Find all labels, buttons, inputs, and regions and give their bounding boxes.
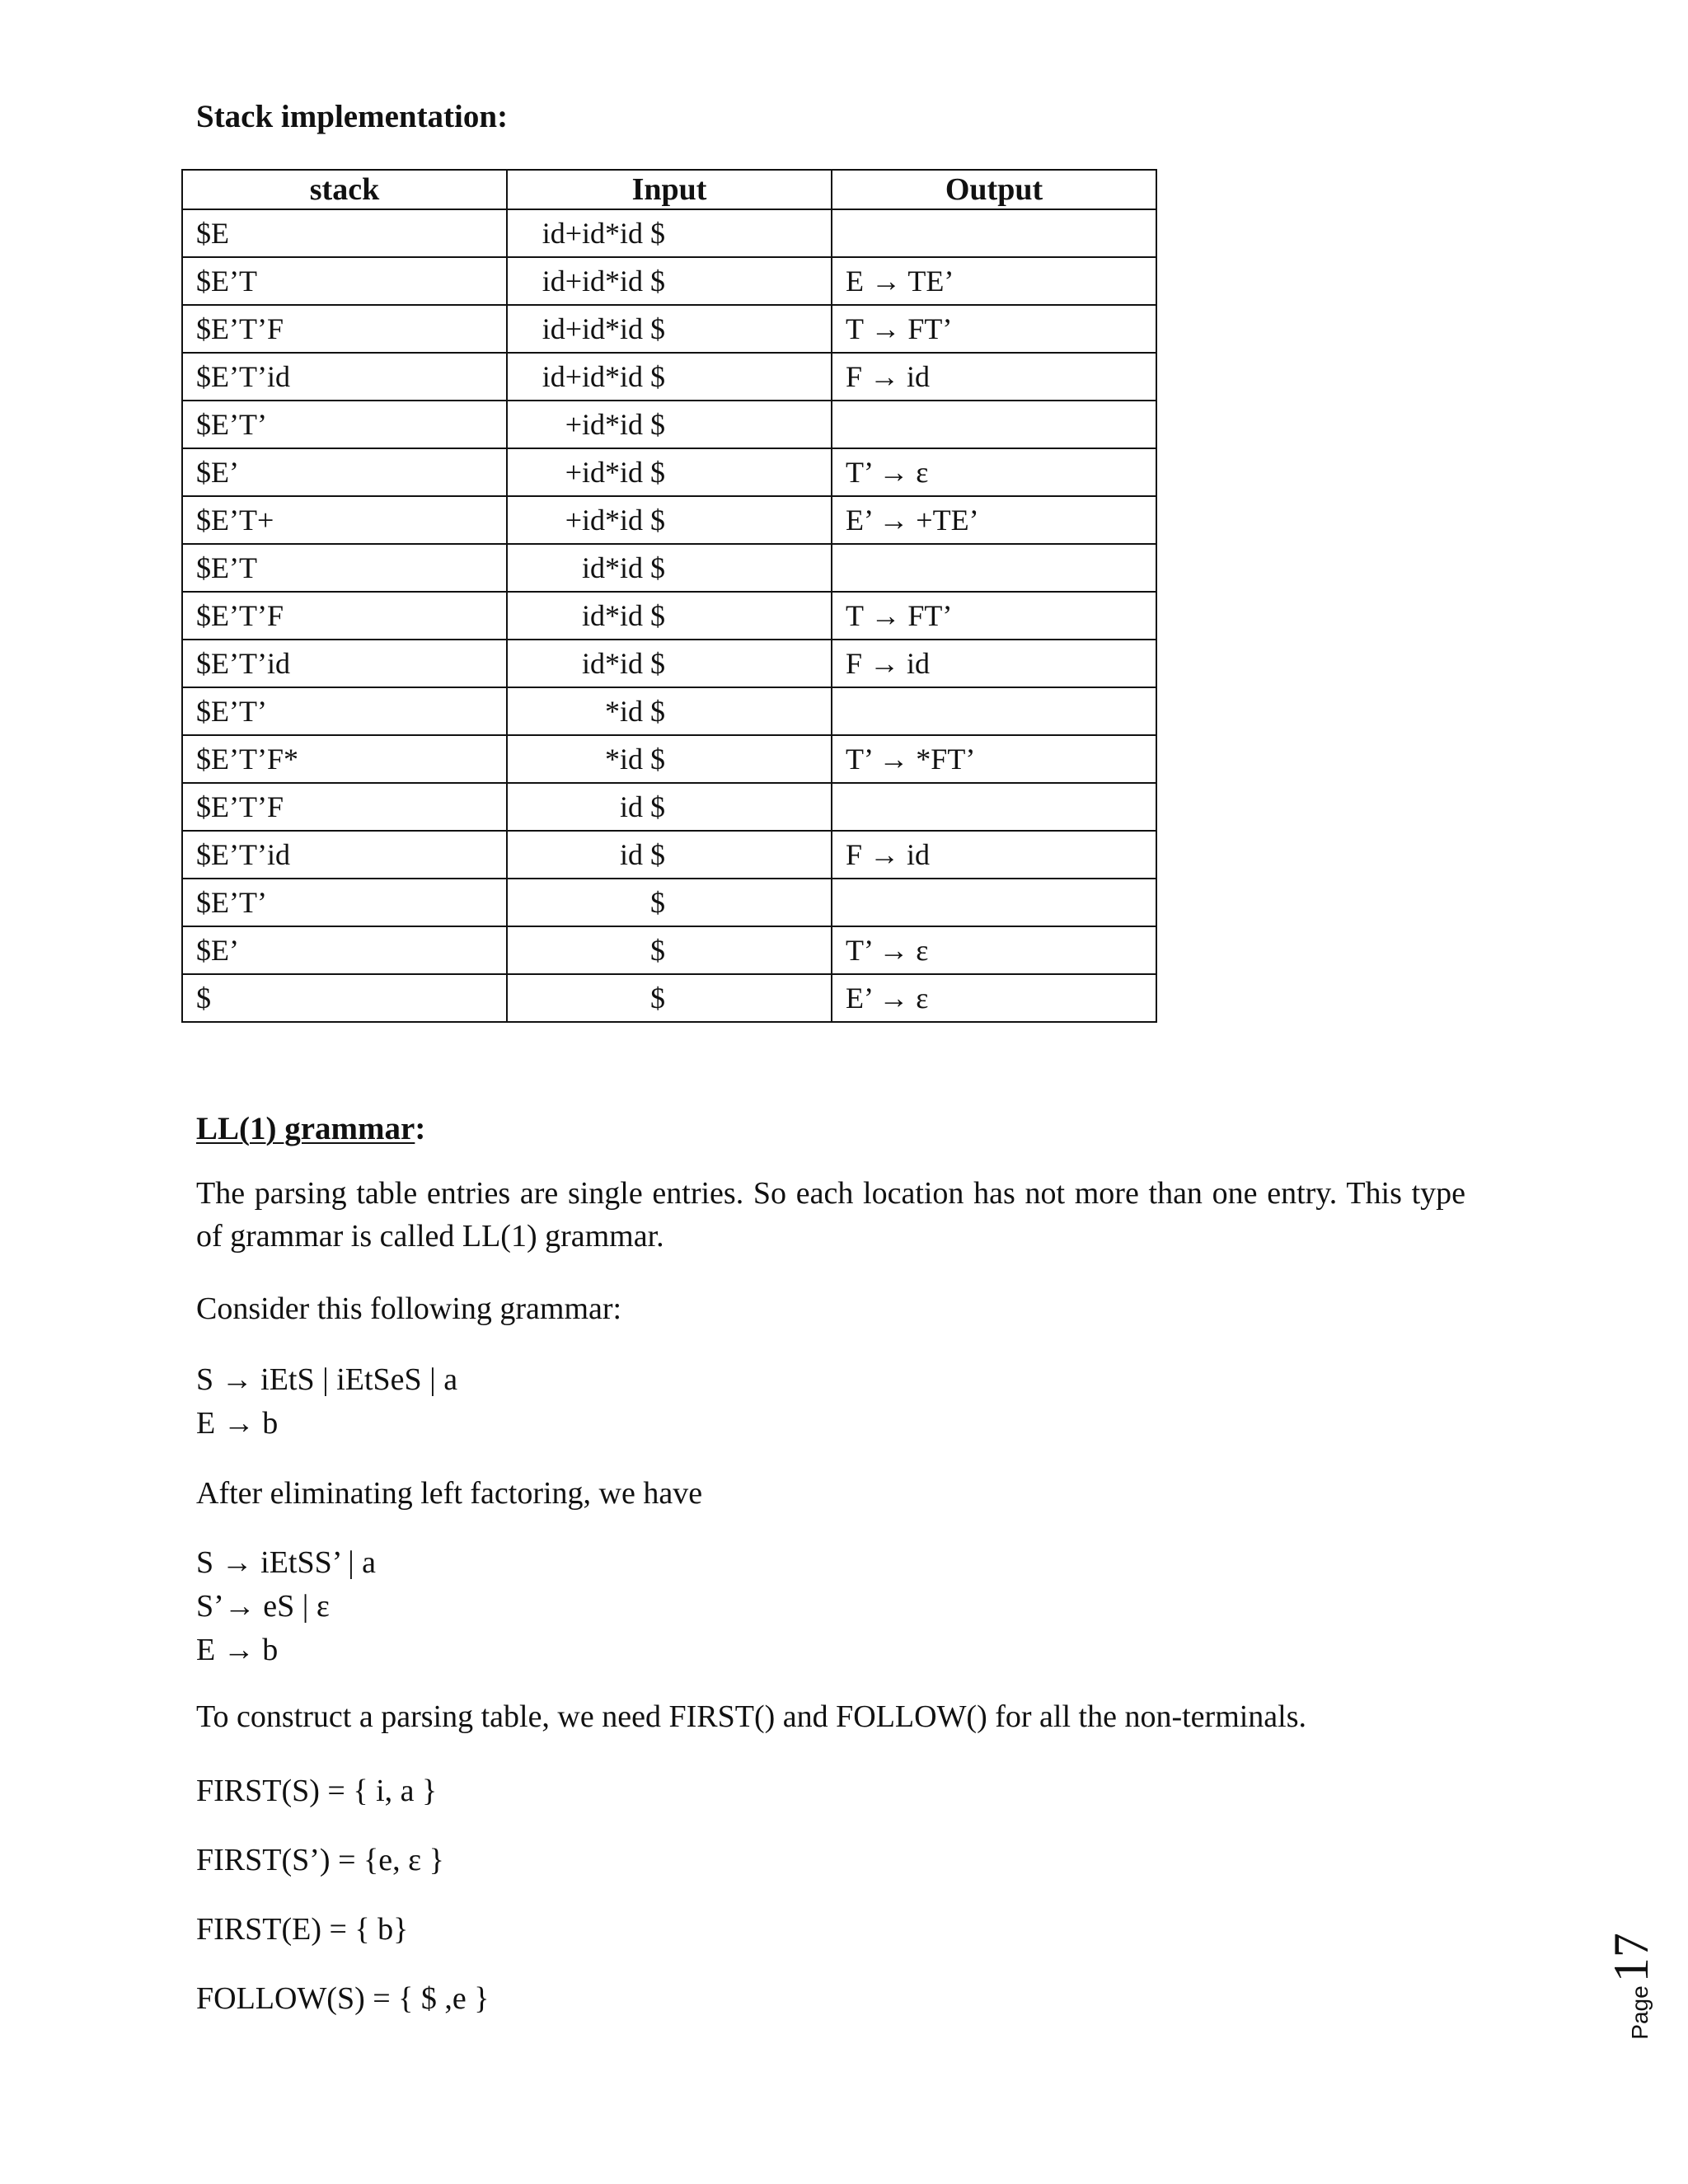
cell-input-text: id $ <box>619 838 665 871</box>
cell-stack: $E’T’id <box>182 831 507 879</box>
cell-input-text: id+id*id $ <box>542 312 665 345</box>
cell-input <box>507 257 832 305</box>
grammar-rule: S → iEtS | iEtSeS | a <box>196 1362 458 1397</box>
cell-stack: $E <box>182 209 507 257</box>
paragraph-parsing-table: To construct a parsing table, we need FIRST() and FOLLOW() for all the non-terminals. <box>196 1699 1307 1734</box>
cell-output <box>832 879 1156 926</box>
paragraph-consider-grammar: Consider this following grammar: <box>196 1291 622 1326</box>
cell-input-text: *id $ <box>604 695 665 728</box>
table-row <box>182 353 1156 401</box>
cell-input <box>507 592 832 640</box>
cell-input-text: +id*id $ <box>565 504 665 537</box>
paragraph-ll1-definition: The parsing table entries are single entries. So each location has not more than one entry. This type of grammar is called LL(1) grammar. <box>196 1176 1465 1254</box>
cell-input-text: +id*id $ <box>565 456 665 489</box>
grammar-rule: E → b <box>196 1633 279 1667</box>
cell-input <box>507 783 832 831</box>
table-row <box>182 783 1156 831</box>
cell-output: T’ → ε <box>832 926 1156 974</box>
table-row <box>182 687 1156 735</box>
cell-input-text: *id $ <box>604 743 665 776</box>
table-row <box>182 257 1156 305</box>
page-number-value: 17 <box>1604 1933 1658 1983</box>
table-row <box>182 209 1156 257</box>
cell-stack: $E’T’id <box>182 353 507 401</box>
cell-output: E → TE’ <box>832 257 1156 305</box>
table-row <box>182 926 1156 974</box>
cell-input <box>507 640 832 687</box>
table-row <box>182 496 1156 544</box>
cell-input <box>507 544 832 592</box>
cell-stack: $E’T’F <box>182 305 507 353</box>
cell-output: T → FT’ <box>832 592 1156 640</box>
cell-input <box>507 448 832 496</box>
cell-input <box>507 353 832 401</box>
cell-input <box>507 926 832 974</box>
cell-stack: $ <box>182 974 507 1022</box>
stack-implementation-heading: Stack implementation: <box>196 99 509 134</box>
cell-input-text: +id*id $ <box>565 408 665 441</box>
first-s-prime-set: FIRST(S’) = {e, ε } <box>196 1843 444 1877</box>
table-header-row <box>182 170 1156 209</box>
cell-stack: $E’T <box>182 544 507 592</box>
cell-output: F → id <box>832 353 1156 401</box>
cell-input-text: id*id $ <box>581 647 665 680</box>
cell-input-text: $ <box>650 982 665 1015</box>
cell-output: T → FT’ <box>832 305 1156 353</box>
cell-input <box>507 209 832 257</box>
cell-output <box>832 783 1156 831</box>
table-row <box>182 401 1156 448</box>
cell-output: T’ → *FT’ <box>832 735 1156 783</box>
cell-input-text: id+id*id $ <box>542 217 665 250</box>
first-s-set: FIRST(S) = { i, a } <box>196 1774 438 1808</box>
cell-input-text: id*id $ <box>581 599 665 632</box>
cell-stack: $E’ <box>182 448 507 496</box>
table-row <box>182 592 1156 640</box>
header-stack: stack <box>182 170 507 209</box>
table-row <box>182 305 1156 353</box>
paragraph-left-factoring: After eliminating left factoring, we have <box>196 1476 703 1511</box>
header-output: Output <box>832 170 1156 209</box>
stack-table <box>181 169 1157 1023</box>
cell-output: F → id <box>832 640 1156 687</box>
table-body <box>182 209 1156 1022</box>
cell-stack: $E’T’ <box>182 687 507 735</box>
cell-stack: $E’T’F* <box>182 735 507 783</box>
cell-stack: $E’T’id <box>182 640 507 687</box>
cell-input-text: $ <box>650 886 665 919</box>
table-row <box>182 544 1156 592</box>
table-row <box>182 974 1156 1022</box>
cell-stack: $E’T’ <box>182 401 507 448</box>
ll1-grammar-heading <box>196 1113 425 1145</box>
table-row <box>182 879 1156 926</box>
cell-stack: $E’T’F <box>182 592 507 640</box>
cell-stack: $E’T’F <box>182 783 507 831</box>
ll1-heading-text: LL(1) grammar <box>196 1111 415 1146</box>
cell-output: E’ → ε <box>832 974 1156 1022</box>
cell-stack: $E’T <box>182 257 507 305</box>
grammar-rule: S’→ eS | ε <box>196 1589 330 1624</box>
cell-input <box>507 735 832 783</box>
grammar-rule: E → b <box>196 1406 279 1441</box>
page-number <box>1603 1920 1658 2052</box>
table-row <box>182 735 1156 783</box>
grammar-original <box>196 1358 457 1446</box>
cell-output <box>832 544 1156 592</box>
cell-output: E’ → +TE’ <box>832 496 1156 544</box>
cell-input <box>507 687 832 735</box>
cell-stack: $E’T’ <box>182 879 507 926</box>
cell-input <box>507 401 832 448</box>
first-e-set: FIRST(E) = { b} <box>196 1912 409 1947</box>
cell-output: T’ → ε <box>832 448 1156 496</box>
cell-input <box>507 305 832 353</box>
follow-s-set: FOLLOW(S) = { $ ,e } <box>196 1981 490 2016</box>
cell-input <box>507 974 832 1022</box>
cell-input <box>507 879 832 926</box>
cell-input-text: id*id $ <box>581 551 665 584</box>
table-row <box>182 640 1156 687</box>
cell-output <box>832 687 1156 735</box>
cell-input-text: id $ <box>619 790 665 823</box>
cell-input-text: id+id*id $ <box>542 265 665 298</box>
cell-output <box>832 401 1156 448</box>
grammar-factored <box>196 1541 376 1672</box>
cell-input-text: id+id*id $ <box>542 360 665 393</box>
cell-input <box>507 831 832 879</box>
cell-output <box>832 209 1156 257</box>
cell-input-text: $ <box>650 934 665 967</box>
table-row <box>182 831 1156 879</box>
cell-output: F → id <box>832 831 1156 879</box>
ll1-heading-colon: : <box>415 1111 426 1146</box>
page-word: Page <box>1627 1985 1653 2040</box>
grammar-rule: S → iEtSS’ | a <box>196 1545 377 1580</box>
cell-input <box>507 496 832 544</box>
cell-stack: $E’T+ <box>182 496 507 544</box>
table-row <box>182 448 1156 496</box>
header-input: Input <box>507 170 832 209</box>
cell-stack: $E’ <box>182 926 507 974</box>
